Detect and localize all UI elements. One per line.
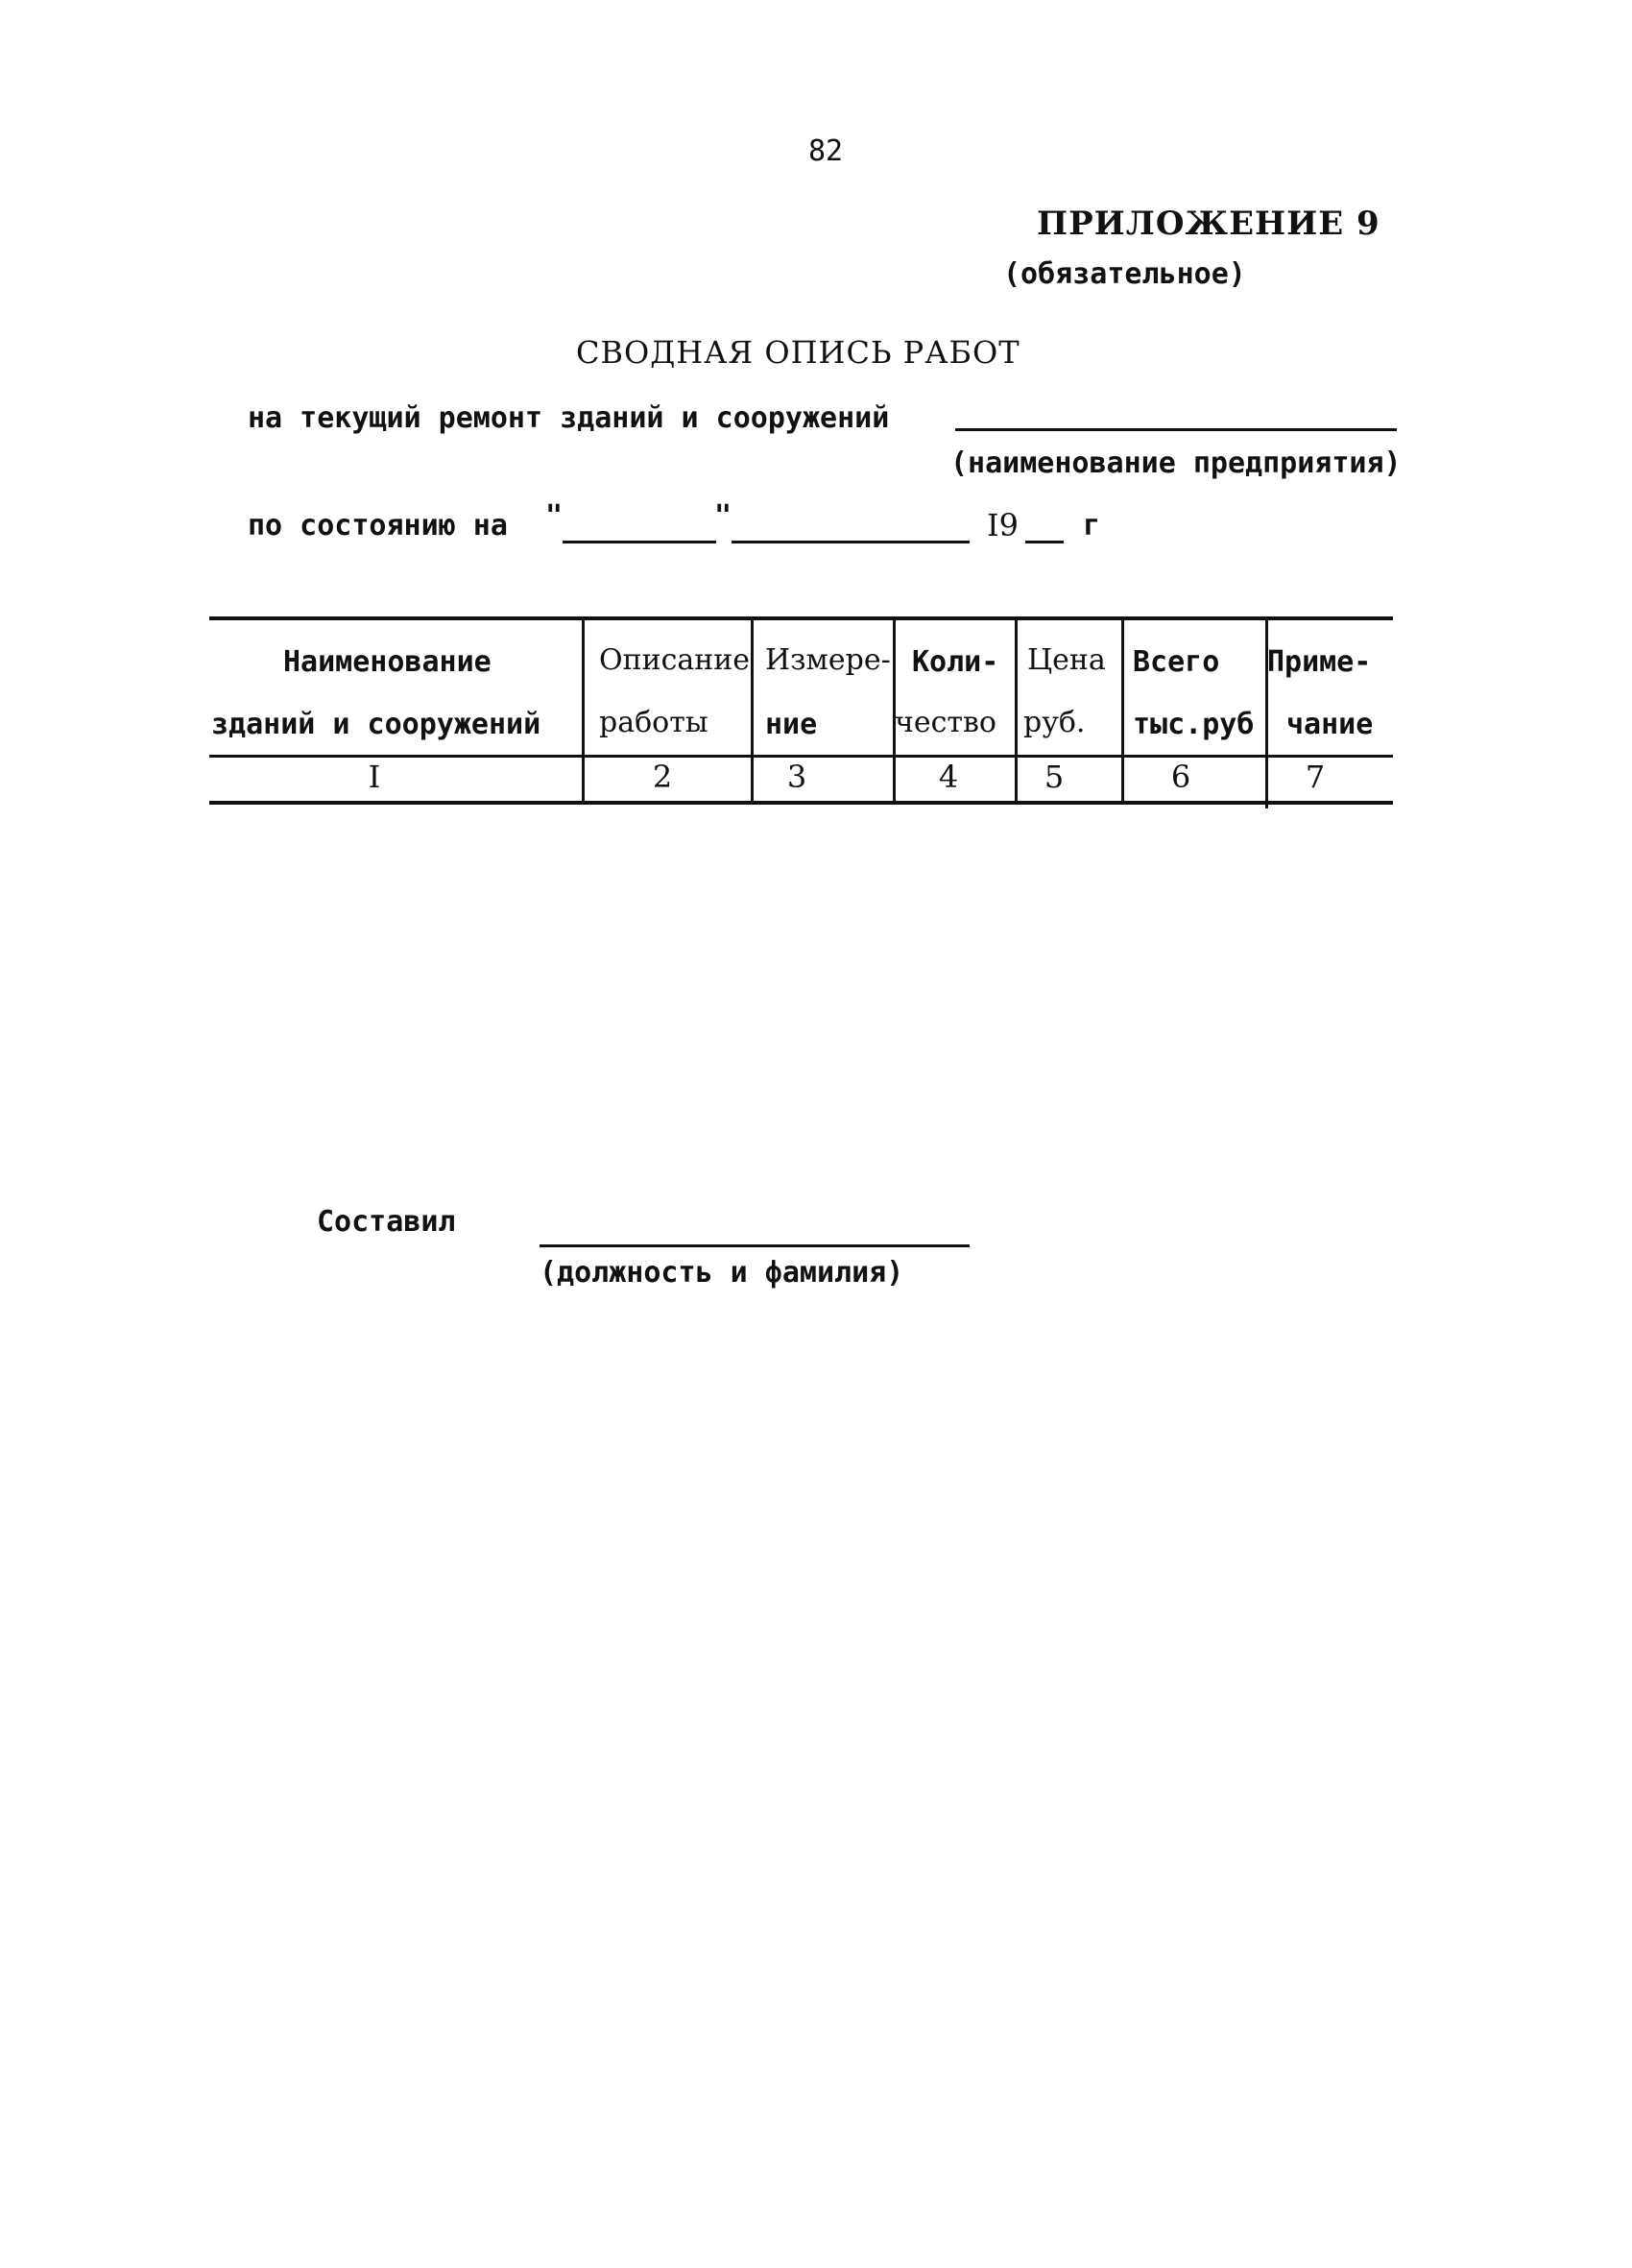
column-header-line1: Приме- [1267, 645, 1372, 679]
month-blank-line[interactable] [732, 541, 970, 543]
column-header-line2: чество [895, 706, 996, 739]
column-header-line1: Описание [599, 643, 751, 677]
appendix-title: ПРИЛОЖЕНИЕ 9 [1037, 205, 1380, 243]
column-header-line1: Цена [1027, 643, 1106, 677]
column-header-line1: Измере- [765, 643, 891, 677]
document-subtitle: на текущий ремонт зданий и сооружений [248, 401, 890, 435]
table-bottom-rule [209, 801, 1393, 805]
column-number: 3 [786, 759, 807, 795]
quote-close: " [714, 499, 732, 533]
column-header-line1: Коли- [912, 645, 999, 679]
document-title: СВОДНАЯ ОПИСЬ РАБОТ [576, 334, 1020, 371]
column-divider [1121, 618, 1124, 803]
signature-label: Составил [317, 1205, 456, 1239]
column-header-line2: работы [599, 706, 708, 739]
enterprise-caption: (наименование предприятия) [950, 446, 1402, 480]
column-header-line1: Всего [1133, 645, 1220, 679]
column-divider [1015, 618, 1018, 803]
column-number: 4 [938, 759, 959, 795]
signature-caption: (должность и фамилия) [540, 1256, 904, 1290]
column-header-line2: руб. [1023, 706, 1086, 739]
table-top-rule [209, 616, 1393, 620]
column-header-line2: зданий и сооружений [211, 708, 541, 741]
quote-open: " [545, 499, 564, 533]
year-prefix: I9 [987, 507, 1019, 543]
table-header-rule [209, 755, 1393, 758]
appendix-subtitle: (обязательное) [1003, 257, 1246, 291]
column-header-line2: ние [765, 708, 818, 741]
column-header-line2: чание [1286, 708, 1374, 741]
column-number: 2 [652, 759, 673, 795]
year-suffix: г [1083, 509, 1101, 543]
column-divider [751, 618, 754, 803]
column-divider [582, 618, 585, 803]
column-header-line2: тыс.руб [1133, 708, 1255, 741]
column-number: 5 [1044, 759, 1065, 795]
column-header-line1: Наименование [283, 645, 492, 679]
column-number: 7 [1305, 759, 1326, 795]
signature-blank-line[interactable] [540, 1244, 970, 1247]
column-number: 6 [1170, 759, 1191, 795]
enterprise-blank-line[interactable] [955, 428, 1397, 431]
page-number: 82 [807, 134, 844, 168]
year-blank-line[interactable] [1025, 541, 1064, 543]
column-number: I [368, 759, 381, 795]
day-blank-line[interactable] [563, 541, 716, 543]
date-prefix: по состоянию на [248, 509, 508, 543]
